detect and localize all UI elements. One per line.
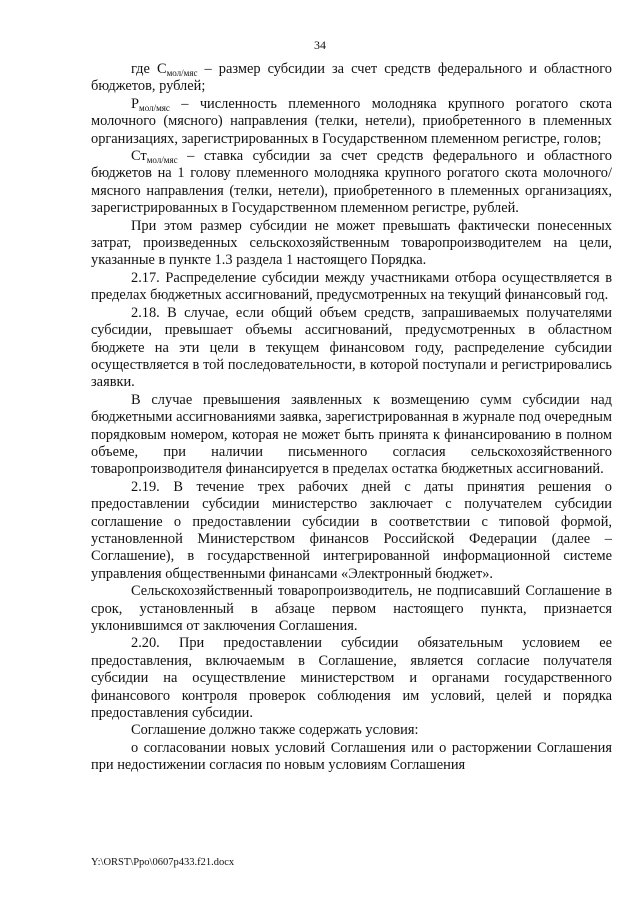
paragraph-p-formula: $Р_{мол/мяс}$ – численность племенного молодняка крупного рогатого скота молочного (мясного) направления (телки, нетели), приобретенного в племенных организациях, зарегистрированных в Государственном племенном регистре, голов; <box>91 95 612 147</box>
file-path-footer: Y:\ORST\Ppo\0607p433.f21.docx <box>91 857 235 868</box>
paragraph-evasion: Сельскохозяйственный товаропроизводитель, не подписавший Соглашение в срок, установленный в абзаце первом настоящего пункта, признается уклонившимся от заключения Соглашения. <box>91 583 612 634</box>
paragraph-st-formula: $Ст_{мол/мяс}$ – ставка субсидии за счет средств федерального и областного бюджетов на 1 голову племенного молодняка крупного рогатого скота молочного/мясного направления (телки, нетели), приобретенного в племенных организациях, зарегистрированных в Государственном племенном регистре, рублей. <box>91 148 612 217</box>
paragraph-2-18: 2.18. В случае, если общий объем средств, запрашиваемых получателями субсидии, превышает объемы ассигнований, предусмотренных в областном бюджете на эти цели в текущем финансовом году, распределение субсидии осуществляется в той последовательности, в которой поступали и регистрировались заявки. <box>91 304 612 391</box>
paragraph-2-20: 2.20. При предоставлении субсидии обязательным условием ее предоставления, включаемым в Соглашение, является согласие получателя субсидии на осуществление министерством и органами государственного финансового контроля проверок соблюдения им условий, целей и порядка предоставления субсидии. <box>91 635 612 722</box>
page-number: 34 <box>314 38 326 52</box>
paragraph-excess: В случае превышения заявленных к возмещению сумм субсидии над бюджетными ассигнованиями заявка, зарегистрированная в журнале под очередным порядковым номером, которая не может быть принята к финансированию в полном объеме, при наличии письменного согласия сельскохозяйственного товаропроизводителя финансируется в пределах остатка бюджетных ассигнований. <box>91 391 612 478</box>
paragraph-2-17: 2.17. Распределение субсидии между участниками отбора осуществляется в пределах бюджетных ассигнований, предусмотренных на текущий финансовый год. <box>91 269 612 304</box>
document-body <box>91 61 612 775</box>
paragraph-agreement-change: о согласовании новых условий Соглашения или о расторжении Соглашения при недостижении согласия по новым условиям Соглашения <box>91 739 612 774</box>
paragraph-2-19: 2.19. В течение трех рабочих дней с даты принятия решения о предоставлении субсидии министерство заключает с получателем субсидии соглашение о предоставлении субсидии в соответствии с типовой формой, установленной Министерством финансов Российской Федерации (далее – Соглашение), в государственной интегрированной информационной системе управления общественными финансами «Электронный бюджет». <box>91 478 612 582</box>
paragraph-c-formula: где $С_{мол/мяс}$ – размер субсидии за счет средств федерального и областного бюджетов, рублей; <box>91 61 612 95</box>
paragraph-limit: При этом размер субсидии не может превышать фактически понесенных затрат, произведенных сельскохозяйственным товаропроизводителем на цели, указанные в пункте 1.3 раздела 1 настоящего Порядка. <box>91 217 612 269</box>
paragraph-conditions: Соглашение должно также содержать условия: <box>131 722 419 739</box>
